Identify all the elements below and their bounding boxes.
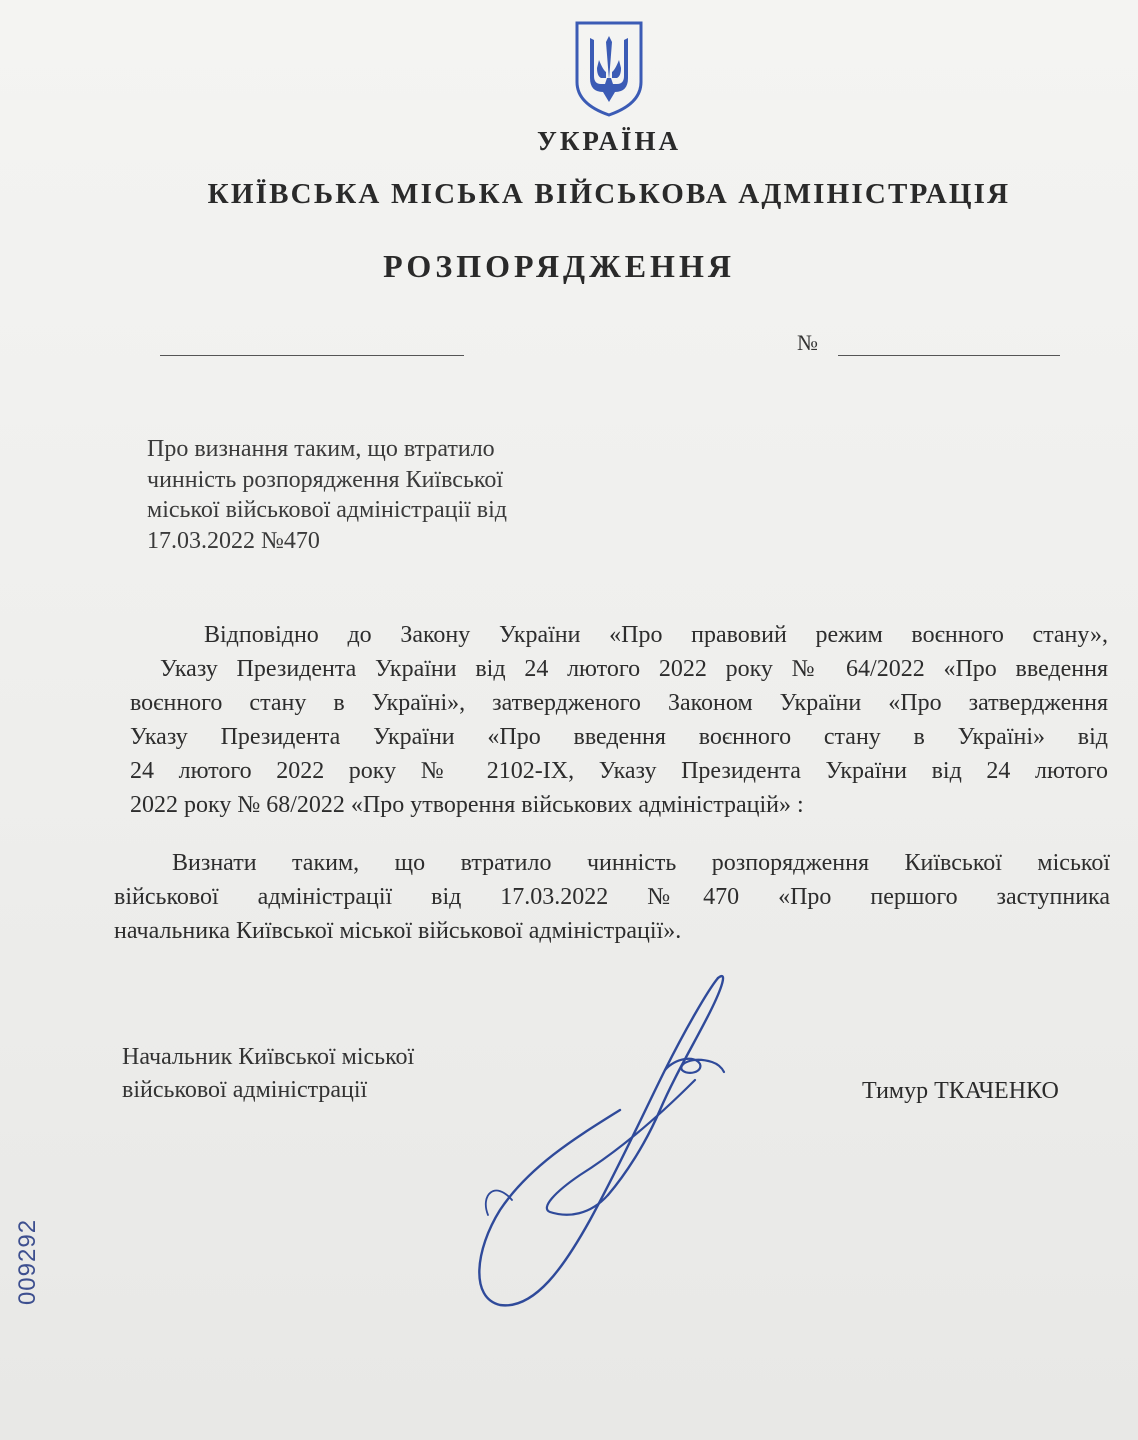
position-line: військової адміністрації (122, 1077, 368, 1103)
subject-line: чинність розпорядження Київської (147, 466, 503, 493)
paragraph-line: воєнного стану в Україні», затвердженого Законом України «Про затвердження (130, 690, 1108, 716)
position-line: Начальник Київської міської (122, 1044, 415, 1070)
signatory-position (122, 1041, 414, 1107)
handwritten-signature (460, 960, 750, 1320)
paragraph-line: Визнати таким, що втратило чинність розпорядження Київської міської (172, 850, 1110, 876)
subject-line: міської військової адміністрації від (147, 497, 507, 523)
paragraph-line: начальника Київської міської військової адміністрації». (114, 918, 682, 944)
paragraph-line: 2022 року № 68/2022 «Про утворення військових адміністрацій» : (130, 792, 804, 818)
serial-number: 009292 (14, 1218, 41, 1306)
paragraph-line: військової адміністрації від 17.03.2022 №470 «Про першого заступника (114, 884, 1110, 910)
coat-of-arms-trident-icon (573, 20, 645, 118)
administration-title: КИЇВСЬКА МІСЬКА ВІЙСЬКОВА АДМІНІСТРАЦІЯ (207, 178, 1011, 210)
document-type-title: РОЗПОРЯДЖЕННЯ (383, 248, 735, 284)
country-title: УКРАЇНА (537, 126, 681, 156)
signatory-name: Тимур ТКАЧЕНКО (862, 1078, 1059, 1104)
paragraph-line: 24 лютого 2022 року № 2102-IX, Указу Президента України від 24 лютого (130, 758, 1108, 784)
number-blank-line (838, 355, 1060, 356)
legal-basis-paragraph (130, 618, 1108, 822)
paragraph-line: Указу Президента України «Про введення воєнного стану в Україні» від (130, 724, 1108, 750)
date-blank-line (160, 355, 464, 356)
subject-line: Про визнання таким, що втратило (147, 436, 495, 462)
document-subject (147, 434, 587, 556)
number-sign: № (797, 330, 818, 355)
paragraph-line: Указу Президента України від 24 лютого 2022 року № 64/2022 «Про введення (160, 656, 1108, 682)
paragraph-line: Відповідно до Закону України «Про правовий режим воєнного стану», (204, 622, 1108, 648)
subject-line: 17.03.2022 №470 (147, 527, 320, 554)
decision-paragraph (114, 846, 1110, 948)
